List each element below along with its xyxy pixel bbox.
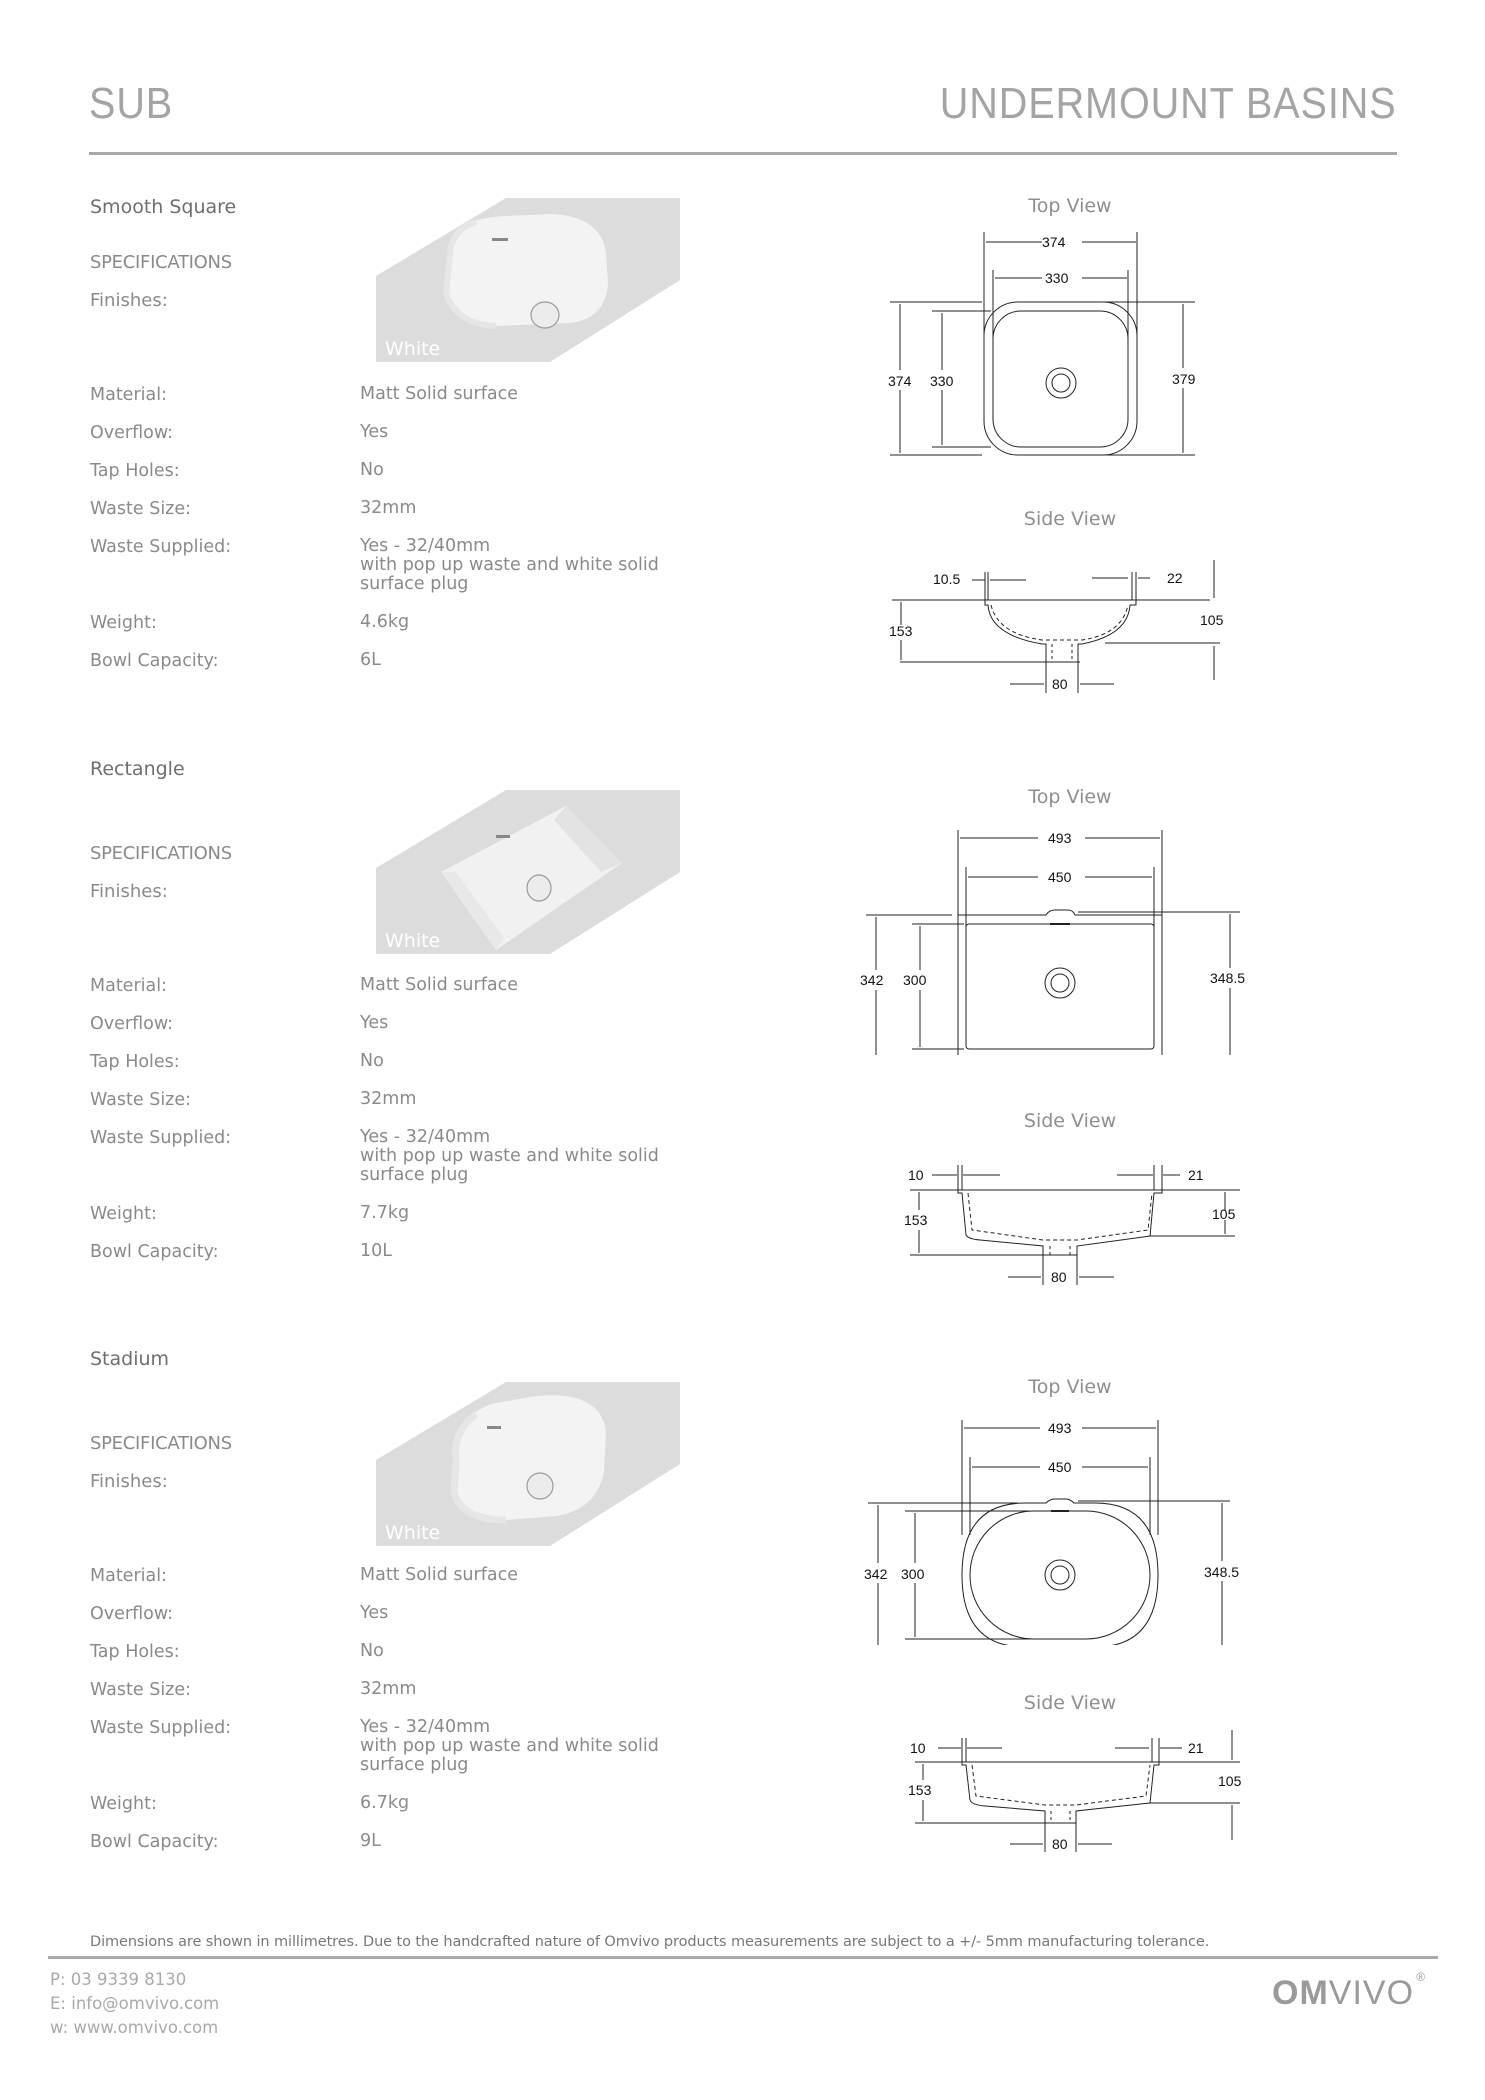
spec-value: 32mm — [360, 498, 417, 518]
svg-text:22: 22 — [1167, 570, 1183, 586]
svg-text:374: 374 — [1042, 234, 1066, 250]
finishes-label: Finishes: — [90, 290, 168, 311]
svg-text:10.5: 10.5 — [933, 571, 961, 587]
side-view-drawing — [860, 1728, 1260, 1868]
finishes-label: Finishes: — [90, 881, 168, 902]
contact-website[interactable]: w: www.omvivo.com — [50, 2018, 219, 2037]
spec-value: Matt Solid surface — [360, 384, 518, 404]
svg-text:330: 330 — [1045, 270, 1069, 286]
spec-value: Yes — [360, 1603, 389, 1623]
svg-text:80: 80 — [1052, 1836, 1068, 1852]
svg-text:330: 330 — [930, 373, 954, 389]
spec-value: Yes — [360, 1013, 389, 1033]
spec-value: 6.7kg — [360, 1793, 410, 1813]
specifications-heading: SPECIFICATIONS — [90, 1433, 232, 1454]
header-divider — [89, 152, 1397, 155]
svg-text:105: 105 — [1212, 1206, 1236, 1222]
svg-text:450: 450 — [1048, 869, 1072, 885]
product-name: Smooth Square — [90, 196, 237, 218]
svg-text:21: 21 — [1188, 1740, 1204, 1756]
svg-text:10: 10 — [908, 1167, 924, 1183]
contact-email[interactable]: E: info@omvivo.com — [50, 1994, 220, 2013]
svg-text:493: 493 — [1048, 1420, 1072, 1436]
svg-text:105: 105 — [1200, 612, 1224, 628]
product-name: Stadium — [90, 1348, 170, 1370]
product-photo — [376, 1382, 680, 1546]
finish-swatch-label: White — [385, 930, 441, 952]
side-view-title: Side View — [1023, 1110, 1117, 1132]
svg-text:342: 342 — [864, 1566, 888, 1582]
svg-text:348.5: 348.5 — [1210, 970, 1246, 986]
side-view-title: Side View — [1023, 508, 1117, 530]
side-view-drawing — [860, 1155, 1260, 1295]
top-view-drawing — [860, 1415, 1260, 1645]
product-photo — [376, 198, 680, 362]
finishes-label: Finishes: — [90, 1471, 168, 1492]
spec-value: 9L — [360, 1831, 381, 1851]
spec-value: 7.7kg — [360, 1203, 410, 1223]
top-view-title: Top View — [1028, 1376, 1112, 1398]
svg-text:105: 105 — [1218, 1773, 1242, 1789]
specifications-heading: SPECIFICATIONS — [90, 252, 232, 273]
spec-value: No — [360, 460, 384, 480]
registered-mark-icon: ® — [1416, 1970, 1427, 1984]
svg-text:348.5: 348.5 — [1204, 1564, 1240, 1580]
top-view-title: Top View — [1028, 786, 1112, 808]
spec-value: 32mm — [360, 1679, 417, 1699]
svg-text:80: 80 — [1052, 676, 1068, 692]
side-view-drawing — [860, 550, 1240, 700]
svg-text:153: 153 — [904, 1212, 928, 1228]
top-view-drawing — [860, 230, 1240, 470]
footer-divider — [48, 1956, 1438, 1959]
svg-text:374: 374 — [888, 373, 912, 389]
top-view-title: Top View — [1028, 195, 1112, 217]
svg-text:493: 493 — [1048, 830, 1072, 846]
spec-value: Matt Solid surface — [360, 1565, 518, 1585]
spec-value: 4.6kg — [360, 612, 410, 632]
svg-text:300: 300 — [901, 1566, 925, 1582]
svg-text:379: 379 — [1172, 371, 1196, 387]
svg-text:300: 300 — [903, 972, 927, 988]
spec-value: 6L — [360, 650, 381, 670]
product-photo — [376, 790, 680, 954]
page-title: UNDERMOUNT BASINS — [940, 79, 1397, 128]
omvivo-logo: OMVIVO ® — [1272, 1970, 1427, 2012]
svg-text:153: 153 — [889, 623, 913, 639]
specifications-heading: SPECIFICATIONS — [90, 843, 232, 864]
spec-value: 32mm — [360, 1089, 417, 1109]
spec-value: No — [360, 1641, 384, 1661]
spec-value: Yes - 32/40mm with pop up waste and white solid surface plug — [360, 536, 659, 594]
product-name: Rectangle — [90, 758, 185, 780]
spec-value: Yes - 32/40mm with pop up waste and white solid surface plug — [360, 1127, 659, 1185]
svg-text:342: 342 — [860, 972, 884, 988]
dimensions-disclaimer: Dimensions are shown in millimetres. Due to the handcrafted nature of Omvivo products measurements are subject to a +/- 5mm manufacturing tolerance. — [90, 1934, 1210, 1950]
top-view-drawing — [860, 825, 1260, 1055]
contact-phone: P: 03 9339 8130 — [50, 1970, 187, 1989]
spec-value: No — [360, 1051, 384, 1071]
svg-text:80: 80 — [1051, 1269, 1067, 1285]
finish-swatch-label: White — [385, 338, 441, 360]
finish-swatch-label: White — [385, 1522, 441, 1544]
svg-text:450: 450 — [1048, 1459, 1072, 1475]
side-view-title: Side View — [1023, 1692, 1117, 1714]
spec-value: Yes - 32/40mm with pop up waste and white solid surface plug — [360, 1717, 659, 1775]
svg-text:10: 10 — [910, 1740, 926, 1756]
page-category-title: SUB — [89, 79, 174, 128]
spec-value: Matt Solid surface — [360, 975, 518, 995]
svg-text:153: 153 — [908, 1782, 932, 1798]
svg-text:21: 21 — [1188, 1167, 1204, 1183]
spec-value: Yes — [360, 422, 389, 442]
spec-value: 10L — [360, 1241, 393, 1261]
